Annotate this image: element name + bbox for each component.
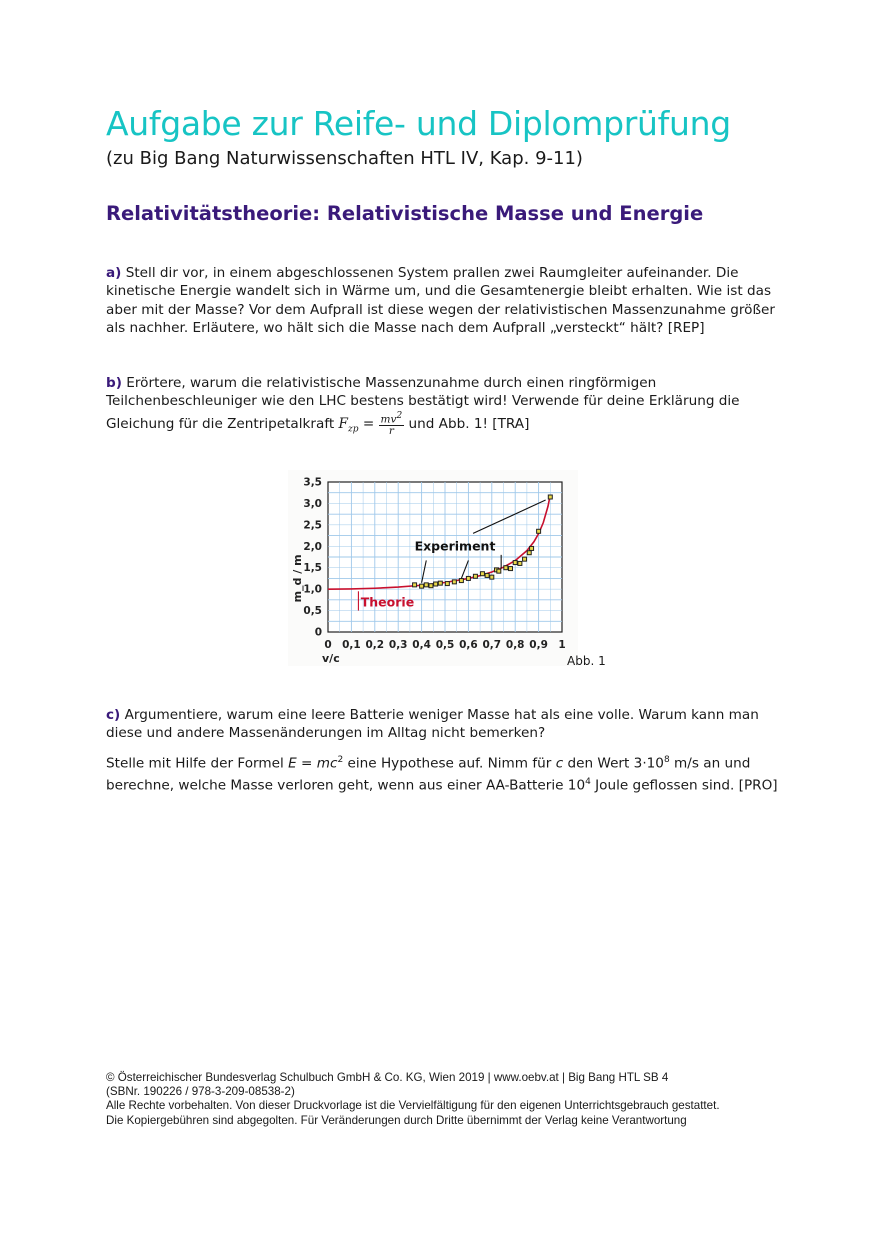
task-c-text-1: Argumentiere, warum eine leere Batterie weniger Masse hat als eine volle. Warum kann man diese und andere Massenänderungen im Alltag nicht bemerken? [106, 707, 759, 742]
experiment-point [424, 583, 428, 587]
page-subtitle: (zu Big Bang Naturwissenschaften HTL IV, Kap. 9-11) [106, 148, 583, 169]
task-c-paragraph-1 [106, 706, 782, 743]
footer-line-3: Alle Rechte vorbehalten. Von dieser Druckvorlage ist die Vervielfältigung für den eigenen Unterrichtsgebrauch gestattet. [106, 1099, 720, 1113]
experiment-point [452, 580, 456, 584]
formula-lhs: F [338, 415, 348, 432]
x-tick-label: 0,6 [459, 639, 478, 651]
formula-denominator: r [388, 425, 394, 438]
experiment-point [530, 546, 534, 550]
task-b-label: b) [106, 375, 122, 391]
annotation-experiment: Experiment [414, 538, 496, 554]
footer-line-4: Die Kopiergebühren sind abgegolten. Für Veränderungen durch Dritte übernimmt der Verlag keine Verantwortung [106, 1113, 687, 1127]
experiment-point [509, 567, 513, 571]
task-a-paragraph [106, 264, 782, 338]
y-tick-label: 2,0 [303, 540, 322, 553]
y-tick-label: 0 [314, 626, 322, 639]
experiment-point [420, 584, 424, 588]
x-tick-label: 0,1 [342, 639, 361, 651]
experiment-point [513, 561, 517, 565]
experiment-point [518, 561, 522, 565]
experiment-point [548, 495, 552, 499]
y-tick-label: 0,5 [303, 605, 322, 618]
formula-equals: = [362, 415, 375, 432]
page-title: Aufgabe zur Reife- und Diplomprüfung [106, 104, 731, 143]
annotation-theory: Theorie [360, 594, 415, 610]
task-a [106, 264, 782, 338]
experiment-point [429, 584, 433, 588]
topic-heading: Relativitätstheorie: Relativistische Masse und Energie [106, 202, 704, 225]
task-c [106, 706, 782, 795]
experiment-point [485, 573, 489, 577]
x-tick-label: 1 [558, 639, 566, 651]
experiment-point [523, 557, 527, 561]
experiment-point [445, 582, 449, 586]
experiment-point [438, 581, 442, 585]
x-tick-label: 0,7 [482, 639, 502, 651]
x-tick-label: 0,9 [529, 639, 548, 651]
task-b [106, 374, 782, 439]
task-a-label: a) [106, 265, 122, 281]
experiment-point [413, 583, 417, 587]
energy-formula: E = mc [288, 755, 338, 772]
y-tick-label: 2,5 [303, 519, 322, 532]
centripetal-force-formula [338, 410, 405, 438]
experiment-point [527, 551, 531, 555]
experiment-point [490, 575, 494, 579]
y-tick-label: 1,5 [303, 562, 322, 575]
mass-velocity-chart [288, 470, 578, 666]
x-tick-label: 0,2 [365, 639, 385, 651]
formula-fraction [379, 411, 405, 438]
y-axis-label: m_d / m [291, 554, 304, 603]
y-tick-label: 1,0 [303, 583, 322, 596]
experiment-point [434, 582, 438, 586]
footer-line-1: © Österreichischer Bundesverlag Schulbuch GmbH & Co. KG, Wien 2019 | www.oebv.at | Big Bang HTL SB 4 [106, 1071, 669, 1084]
figure-relativistic-mass [288, 470, 578, 666]
task-b-text-end: und Abb. 1! [TRA] [408, 415, 530, 432]
x-tick-label: 0 [324, 639, 332, 651]
y-tick-label: 3,0 [303, 497, 322, 510]
experiment-point [480, 572, 484, 576]
copyright-footer [106, 1071, 720, 1128]
task-b-paragraph [106, 374, 782, 439]
y-tick-label: 3,5 [303, 476, 322, 489]
task-c-paragraph-2: Stelle mit Hilfe der Formel $E = mc^2$ eine Hypothese auf. Nimm für c den Wert $3\cdot 10^8$ m/s an und berechne, welche Masse verloren geht, wenn aus einer AA-Batterie $10^4$ Joule geflossen sind. [PRO] [106, 754, 778, 794]
experiment-point [459, 579, 463, 583]
x-tick-label: 0,5 [435, 639, 455, 651]
experiment-point [473, 574, 477, 578]
x-axis-label: v/c [322, 652, 340, 665]
formula-subscript: zp [347, 424, 359, 435]
experiment-point [497, 569, 501, 573]
experiment-point [537, 529, 541, 533]
experiment-point [504, 566, 508, 570]
figure-caption: Abb. 1 [567, 654, 606, 668]
x-tick-label: 0,8 [505, 639, 525, 651]
experiment-point [466, 576, 470, 580]
x-tick-label: 0,4 [412, 639, 431, 651]
x-tick-label: 0,3 [388, 639, 408, 651]
task-c-label: c) [106, 707, 121, 723]
task-a-text: Stell dir vor, in einem abgeschlossenen System prallen zwei Raumgleiter aufeinander. Die kinetische Energie wandelt sich in Wärme um, und die Gesamtenergie bleibt erhalten. Wie ist das aber mit der Masse? Vor dem Aufprall ist diese wegen der relativistischen Massenzunahme größer als nachher. Erläutere, wo hält sich die Masse nach dem Aufprall „versteckt“ hält? [REP] [106, 265, 775, 337]
formula-numerator: $mv^2$ [380, 410, 403, 426]
task-b-text: Erörtere, warum die relativistische Massenzunahme durch einen ringförmigen Teilchenbeschleuniger wie den LHC bestens bestätigt wird! Verwende für deine Erklärung die Gleichung für die Zentripetalkraft [106, 375, 740, 432]
footer-line-2: (SBNr. 190226 / 978-3-209-08538-2) [106, 1085, 295, 1099]
